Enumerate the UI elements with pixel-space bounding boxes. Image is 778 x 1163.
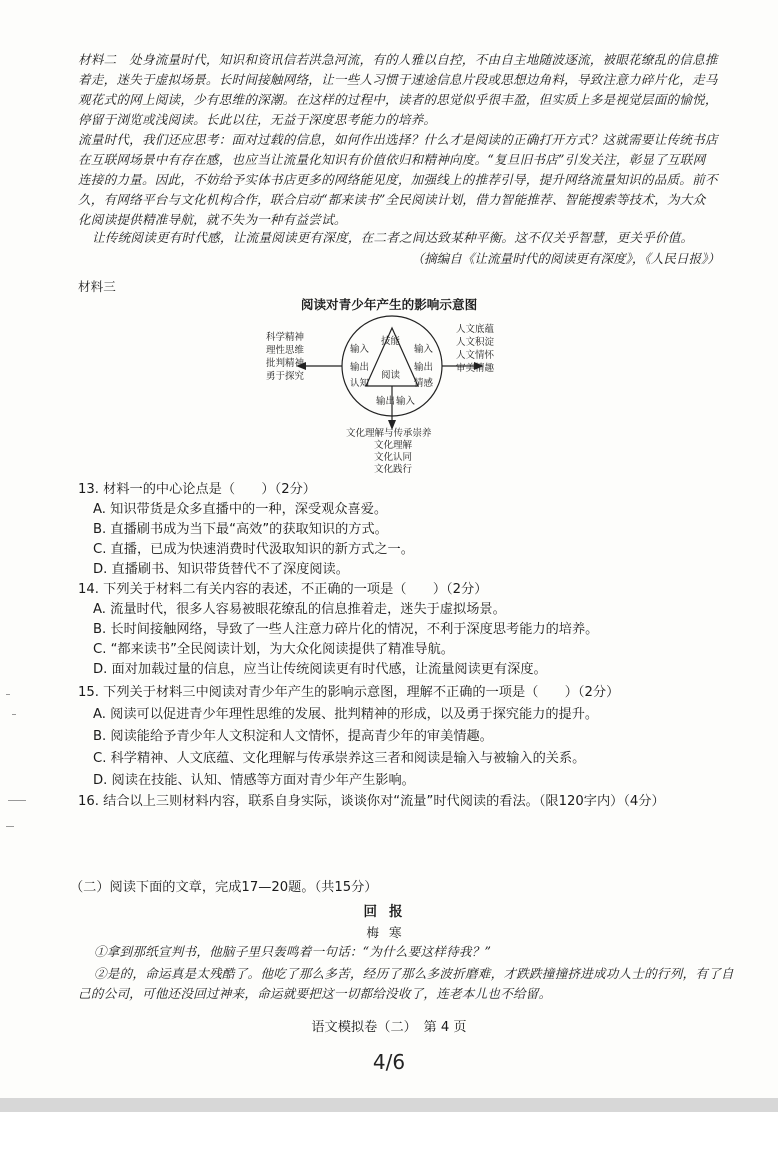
diagram-bottom-item: 文化理解 bbox=[374, 440, 413, 451]
material2-paragraph-1: 材料二 处身流量时代，知识和资讯信若洪急河流，有的人雅以自控，不由自主地随波逐流，被眼花缭乱的信息推着走，迷失于虚拟场景。长时间接触网络，让一些人习惯于速途信息片段或思想边角料，导致注意力碎片化，走马观花式的网上阅读，少有思维的深潮。在这样的过程中，读者的思觉似乎很丰盈，但实质上多是视觉层面的愉悦，停留于浏览或浅阅读。长此以往，无益于深度思考能力的培养。 bbox=[78, 52, 718, 127]
diagram-bottom-item: 文化理解与传承崇养 bbox=[346, 428, 432, 439]
material2-paragraph-3: 让传统阅读更有时代感，让流量阅读更有深度，在二者之间达致某种平衡。这不仅关乎智慧，更关乎价值。 bbox=[92, 230, 694, 245]
diagram-right-item: 人文底蕴 bbox=[456, 324, 495, 335]
question-14-option-d[interactable]: D. 面对加载过量的信息，应当让传统阅读更有时代感，让流量阅读更有深度。 bbox=[93, 662, 547, 677]
diagram-output-left: 输出 bbox=[350, 362, 370, 373]
material3-label: 材料三 bbox=[78, 279, 116, 294]
material2-paragraph-2: 流量时代，我们还应思考：面对过载的信息，如何作出选择？什么才是阅读的正确打开方式？这就需要让传统书店在互联网场景中有存在感，也应当让流量化知识有价值依归和精神向度。“复旦旧书店”引发关注，彰显了互联网连接的力量。因此，不妨给予实体书店更多的网络能见度，加强线上的推荐引导，提升网络流量知识的品质。前不久，有网络平台与文化机构合作，联合启动“都来读书”全民阅读计划，借力智能推荐、智能搜索等技术，为大众化阅读提供精准导航，就不失为一种有益尝试。 bbox=[78, 132, 718, 227]
diagram-output-right: 输出 bbox=[414, 362, 434, 373]
viewer-bottom-bar bbox=[0, 1098, 778, 1112]
page-indicator: 4/6 bbox=[372, 1050, 406, 1074]
diagram-bottom-item: 文化认同 bbox=[374, 452, 413, 463]
diagram-right-item: 人文积淀 bbox=[456, 337, 495, 348]
diagram-bottom-item: 文化践行 bbox=[374, 464, 413, 475]
question-14-stem: 14. 下列关于材料二有关内容的表述，不正确的一项是（ ）（2分） bbox=[78, 582, 488, 597]
diagram-left-item: 科学精神 bbox=[266, 332, 305, 343]
question-16-stem: 16. 结合以上三则材料内容，联系自身实际，谈谈你对“流量”时代阅读的看法。（限120字内）（4分） bbox=[78, 794, 665, 809]
question-15-stem: 15. 下列关于材料三中阅读对青少年产生的影响示意图，理解不正确的一项是（ ）（2分） bbox=[78, 685, 620, 700]
diagram-right-item: 人文情怀 bbox=[456, 350, 495, 361]
question-15-option-c[interactable]: C. 科学精神、人文底蕴、文化理解与传承崇养这三者和阅读是输入与被输入的关系。 bbox=[93, 751, 586, 766]
question-13-option-b[interactable]: B. 直播刷书成为当下最“高效”的获取知识的方式。 bbox=[93, 522, 388, 537]
article-author: 梅寒 bbox=[366, 925, 412, 940]
diagram-right-label: 情感 bbox=[414, 378, 434, 389]
diagram-left-item: 理性思维 bbox=[266, 345, 305, 356]
question-13-option-a[interactable]: A. 知识带货是众多直播中的一种，深受观众喜爱。 bbox=[93, 502, 388, 517]
question-15-option-d[interactable]: D. 阅读在技能、认知、情感等方面对青少年产生影响。 bbox=[93, 773, 415, 788]
question-13-stem: 13. 材料一的中心论点是（ ）（2分） bbox=[78, 482, 316, 497]
question-15-option-b[interactable]: B. 阅读能给予青少年人文积淀和人文情怀，提高青少年的审美情趣。 bbox=[93, 729, 493, 744]
article-paragraph-2: ②是的，命运真是太残酷了。他吃了那么多苦，经历了那么多波折磨难，才跌跌撞撞挤进成功人士的行列，有了自己的公司，可他还没回过神来，命运就要把这一切都给没收了，连老本儿也不给留。 bbox=[78, 966, 734, 1001]
diagram-left-label: 认知 bbox=[350, 378, 370, 389]
diagram-input-bottom: 输入 bbox=[396, 396, 416, 407]
question-15-option-a[interactable]: A. 阅读可以促进青少年理性思维的发展、批判精神的形成，以及勇于探究能力的提升。 bbox=[93, 707, 599, 722]
diagram-left-item: 批判精神 bbox=[266, 358, 305, 369]
diagram-left-item: 勇于探究 bbox=[266, 371, 305, 382]
article-title: 回报 bbox=[363, 904, 415, 920]
reading-influence-diagram bbox=[266, 312, 510, 475]
section2-heading: （二）阅读下面的文章，完成17—20题。（共15分） bbox=[70, 880, 378, 895]
diagram-right-item: 审美情趣 bbox=[456, 363, 495, 374]
question-14-option-b[interactable]: B. 长时间接触网络，导致了一些人注意力碎片化的情况，不利于深度思考能力的培养。 bbox=[93, 622, 599, 637]
diagram-center-label: 阅读 bbox=[381, 370, 401, 381]
question-14-option-c[interactable]: C. “都来读书”全民阅读计划，为大众化阅读提供了精准导航。 bbox=[93, 642, 454, 657]
diagram-input-left: 输入 bbox=[350, 344, 370, 355]
material2-citation: （摘编自《让流量时代的阅读更有深度》，《人民日报》） bbox=[411, 251, 720, 266]
page-footer: 语文模拟卷（二） 第 4 页 bbox=[311, 1020, 467, 1035]
diagram-input-right: 输入 bbox=[414, 344, 434, 355]
diagram-top-label: 技能 bbox=[381, 336, 401, 347]
question-13-option-d[interactable]: D. 直播刷书、知识带货替代不了深度阅读。 bbox=[93, 562, 349, 577]
diagram-output-bottom: 输出 bbox=[376, 396, 396, 407]
question-13-option-c[interactable]: C. 直播，已成为快速消费时代汲取知识的新方式之一。 bbox=[93, 542, 414, 557]
question-14-option-a[interactable]: A. 流量时代，很多人容易被眼花缭乱的信息推着走，迷失于虚拟场景。 bbox=[93, 602, 506, 617]
article-paragraph-1: ①拿到那纸宣判书，他脑子里只轰鸣着一句话：“为什么要这样待我？” bbox=[94, 944, 492, 959]
diagram-title: 阅读对青少年产生的影响示意图 bbox=[300, 297, 478, 312]
